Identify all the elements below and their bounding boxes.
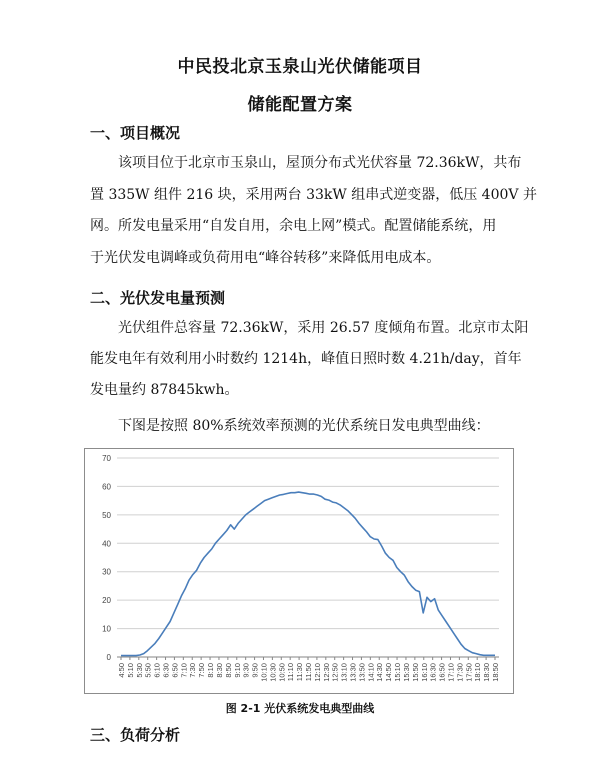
x-tick-label: 5:10: [125, 663, 135, 678]
x-tick-label: 16:30: [428, 663, 438, 682]
y-tick-label: 0: [106, 653, 111, 662]
y-tick-label: 20: [102, 596, 111, 606]
x-tick-label: 6:50: [170, 663, 180, 678]
x-tick-label: 10:30: [268, 663, 278, 682]
y-tick-label: 40: [102, 539, 111, 549]
section-heading-load-analysis: 三、负荷分析: [90, 726, 181, 744]
x-tick-label: 10:50: [277, 663, 287, 682]
x-tick-label: 14:10: [366, 663, 376, 682]
x-tick-label: 6:30: [161, 663, 171, 678]
paragraph-line: 能发电年有效利用小时数约 1214h，峰值日照时数 4.21h/day，首年: [90, 351, 522, 367]
x-tick-label: 5:50: [143, 663, 153, 678]
x-tick-label: 8:10: [206, 663, 216, 678]
x-tick-label: 8:30: [214, 663, 224, 678]
x-tick-label: 15:10: [393, 663, 403, 682]
x-tick-label: 11:10: [286, 663, 296, 682]
paragraph-line: 于光伏发电调峰或负荷用电“峰谷转移”来降低用电成本。: [90, 250, 441, 266]
x-tick-label: 9:50: [250, 663, 260, 678]
paragraph-line: 网。所发电量采用“自发自用，余电上网”模式。配置储能系统，用: [90, 218, 497, 234]
chart-svg: [85, 449, 513, 693]
x-tick-label: 7:50: [197, 663, 207, 678]
x-tick-label: 12:30: [321, 663, 331, 682]
x-tick-label: 5:30: [134, 663, 144, 678]
x-tick-label: 18:10: [473, 663, 483, 682]
x-tick-label: 12:10: [312, 663, 322, 682]
x-tick-label: 15:30: [401, 663, 411, 682]
x-tick-label: 7:10: [179, 663, 189, 678]
section-heading-overview: 一、项目概况: [90, 124, 181, 142]
y-tick-label: 10: [102, 624, 111, 634]
x-tick-label: 14:30: [375, 663, 385, 682]
document-subtitle: 储能配置方案: [247, 95, 353, 115]
x-tick-label: 18:50: [491, 663, 500, 682]
x-tick-label: 10:10: [259, 663, 269, 682]
x-tick-label: 15:50: [410, 663, 420, 682]
x-tick-label: 6:10: [152, 663, 162, 678]
pv-generation-chart: [84, 448, 514, 694]
paragraph-line: 置 335W 组件 216 块，采用两台 33kW 组串式逆变器，低压 400V 并: [90, 187, 537, 203]
x-tick-label: 17:30: [455, 663, 465, 682]
x-tick-label: 16:50: [437, 663, 447, 682]
x-tick-label: 13:10: [339, 663, 349, 682]
x-tick-label: 14:50: [384, 663, 394, 682]
y-tick-label: 50: [102, 510, 111, 520]
x-tick-label: 9:30: [241, 663, 251, 678]
y-tick-label: 60: [102, 482, 111, 492]
x-tick-label: 16:10: [419, 663, 429, 682]
x-tick-label: 4:50: [117, 663, 126, 678]
x-tick-label: 13:50: [357, 663, 367, 682]
chart-intro-line: 下图是按照 80%系统效率预测的光伏系统日发电典型曲线：: [118, 418, 490, 434]
x-tick-label: 13:30: [348, 663, 358, 682]
figure-caption: 图 2-1 光伏系统发电典型曲线: [225, 702, 375, 715]
x-tick-label: 11:30: [295, 663, 305, 682]
document-title: 中民投北京玉泉山光伏储能项目: [177, 57, 423, 77]
y-tick-label: 30: [102, 567, 111, 577]
section-heading-pv-forecast: 二、光伏发电量预测: [90, 289, 226, 307]
x-tick-label: 7:30: [188, 663, 198, 678]
paragraph-line: 光伏组件总容量 72.36kW，采用 26.57 度倾角布置。北京市太阳: [118, 320, 529, 336]
paragraph-line: 发电量约 87845kwh。: [90, 382, 239, 398]
x-tick-label: 9:10: [232, 663, 242, 678]
x-tick-label: 18:30: [482, 663, 492, 682]
x-tick-label: 12:50: [330, 663, 340, 682]
paragraph-line: 该项目位于北京市玉泉山，屋顶分布式光伏容量 72.36kW，共布: [118, 155, 522, 171]
x-tick-label: 17:10: [446, 663, 456, 682]
series-line: [121, 492, 495, 655]
x-tick-label: 11:50: [304, 663, 313, 682]
x-tick-label: 17:50: [464, 663, 474, 682]
x-tick-label: 8:50: [223, 663, 233, 678]
y-tick-label: 70: [102, 454, 111, 463]
